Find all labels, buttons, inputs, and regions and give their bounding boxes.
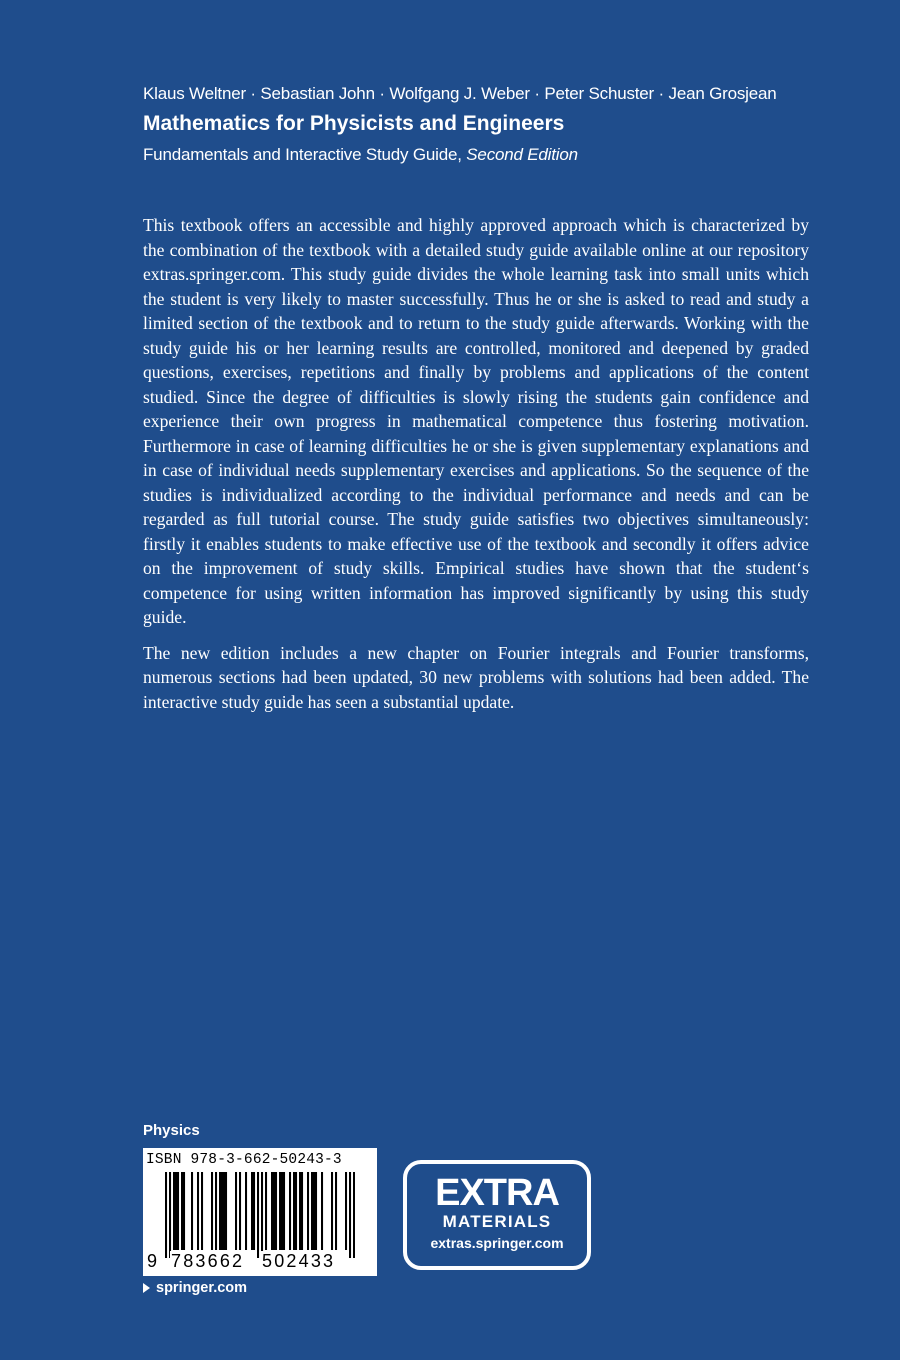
barcode-bar: [281, 1172, 283, 1250]
publisher-link[interactable]: [143, 1280, 247, 1296]
barcode-bar: [271, 1172, 273, 1250]
isbn-barcode: [143, 1148, 377, 1276]
barcode-bar: [191, 1172, 193, 1250]
barcode-bar: [279, 1172, 281, 1250]
barcode-bar: [273, 1172, 275, 1250]
barcode-bar: [197, 1172, 199, 1250]
barcode-bar: [331, 1172, 333, 1250]
arrow-right-icon: [143, 1283, 150, 1293]
blurb-paragraph-1: This textbook offers an accessible and highly approved approach which is characterized by the combination of the textbook with a detailed study guide available online at our repository extras.springer.com. This study guide divides the whole learning task into small units which the student is very likely to master successfully. Thus he or she is asked to read and study a limited section of the textbook and to return to the study guide afterwards. Working with the study guide his or her learning results are controlled, monitored and deepened by graded questions, exercises, repetitions and finally by problems and applications of the content studied. Since the degree of difficulties is slowly rising the students gain confidence and experience their own progress in mathematical competence thus fostering motivation. Furthermore in case of learning difficulties he or she is given supplementary explanations and in case of individual needs supplementary exercises and applications. So the sequence of the studies is individualized according to the individual performance and needs and can be regarded as full tutorial course. The study guide satisfies two objectives simultaneously: firstly it enables students to make effective use of the textbook and secondly it offers advice on the improvement of study skills. Empirical studies have shown that the student‘s competence for using written information has improved significantly by using this study guide.: [143, 215, 809, 627]
subtitle-edition: Second Edition: [466, 145, 578, 164]
badge-materials-text: MATERIALS: [442, 1212, 552, 1231]
barcode-bar: [165, 1172, 167, 1258]
subject-category: Physics: [143, 1122, 200, 1139]
barcode-bar: [299, 1172, 301, 1250]
barcode-bar: [265, 1172, 267, 1250]
barcode-bar: [275, 1172, 277, 1250]
barcode-bar: [251, 1172, 253, 1250]
barcode-bar: [239, 1172, 241, 1250]
barcode-bar: [221, 1172, 223, 1250]
barcode-bar: [173, 1172, 175, 1250]
barcode-bar: [235, 1172, 237, 1250]
barcode-bar: [169, 1172, 171, 1258]
badge-url: extras.springer.com: [430, 1235, 564, 1251]
subtitle-main: Fundamentals and Interactive Study Guide,: [143, 145, 467, 164]
barcode-bar: [219, 1172, 221, 1250]
barcode-bar: [315, 1172, 317, 1250]
barcode-bar: [225, 1172, 227, 1250]
barcode-bar: [175, 1172, 177, 1250]
barcode-bar: [177, 1172, 179, 1250]
barcode-bar: [313, 1172, 315, 1250]
book-subtitle: [143, 145, 843, 165]
barcode-bar: [349, 1172, 351, 1258]
extra-materials-badge: [403, 1160, 591, 1270]
barcode-bar: [307, 1172, 309, 1250]
barcode-bar: [283, 1172, 285, 1250]
barcode-bar: [201, 1172, 203, 1250]
barcode-bar: [183, 1172, 185, 1250]
barcode-bar: [321, 1172, 323, 1250]
barcode-bar: [289, 1172, 291, 1250]
badge-extra-text: EXTRA: [435, 1172, 559, 1214]
barcode-bar: [295, 1172, 297, 1250]
barcode-bar: [223, 1172, 225, 1250]
back-cover-blurb: [143, 213, 809, 725]
barcode-bar: [181, 1172, 183, 1250]
isbn-label: ISBN 978-3-662-50243-3: [146, 1152, 342, 1168]
barcode-bar: [257, 1172, 259, 1258]
barcode-bar: [215, 1172, 217, 1250]
blurb-paragraph-2: The new edition includes a new chapter on Fourier integrals and Fourier transforms, numerous sections had been updated, 30 new problems with solutions had been added. The interactive study guide has seen a substantial update.: [143, 642, 809, 712]
barcode-bar: [293, 1172, 295, 1250]
ean-left-digits: 783662: [171, 1251, 245, 1271]
ean-right-digits: 502433: [262, 1251, 336, 1271]
ean-prefix-digit: 9: [147, 1251, 158, 1271]
barcode-bar: [253, 1172, 255, 1250]
publisher-url: springer.com: [156, 1280, 248, 1296]
barcode-bar: [345, 1172, 347, 1250]
book-title: Mathematics for Physicists and Engineers: [143, 112, 565, 135]
author-list: Klaus Weltner · Sebastian John · Wolfgang J. Weber · Peter Schuster · Jean Grosjean: [143, 84, 777, 103]
barcode-bar: [311, 1172, 313, 1250]
barcode-bar: [261, 1172, 263, 1258]
barcode-bar: [211, 1172, 213, 1250]
barcode-bar: [301, 1172, 303, 1250]
barcode-bar: [245, 1172, 247, 1250]
barcode-bar: [335, 1172, 337, 1250]
barcode-bar: [353, 1172, 355, 1258]
